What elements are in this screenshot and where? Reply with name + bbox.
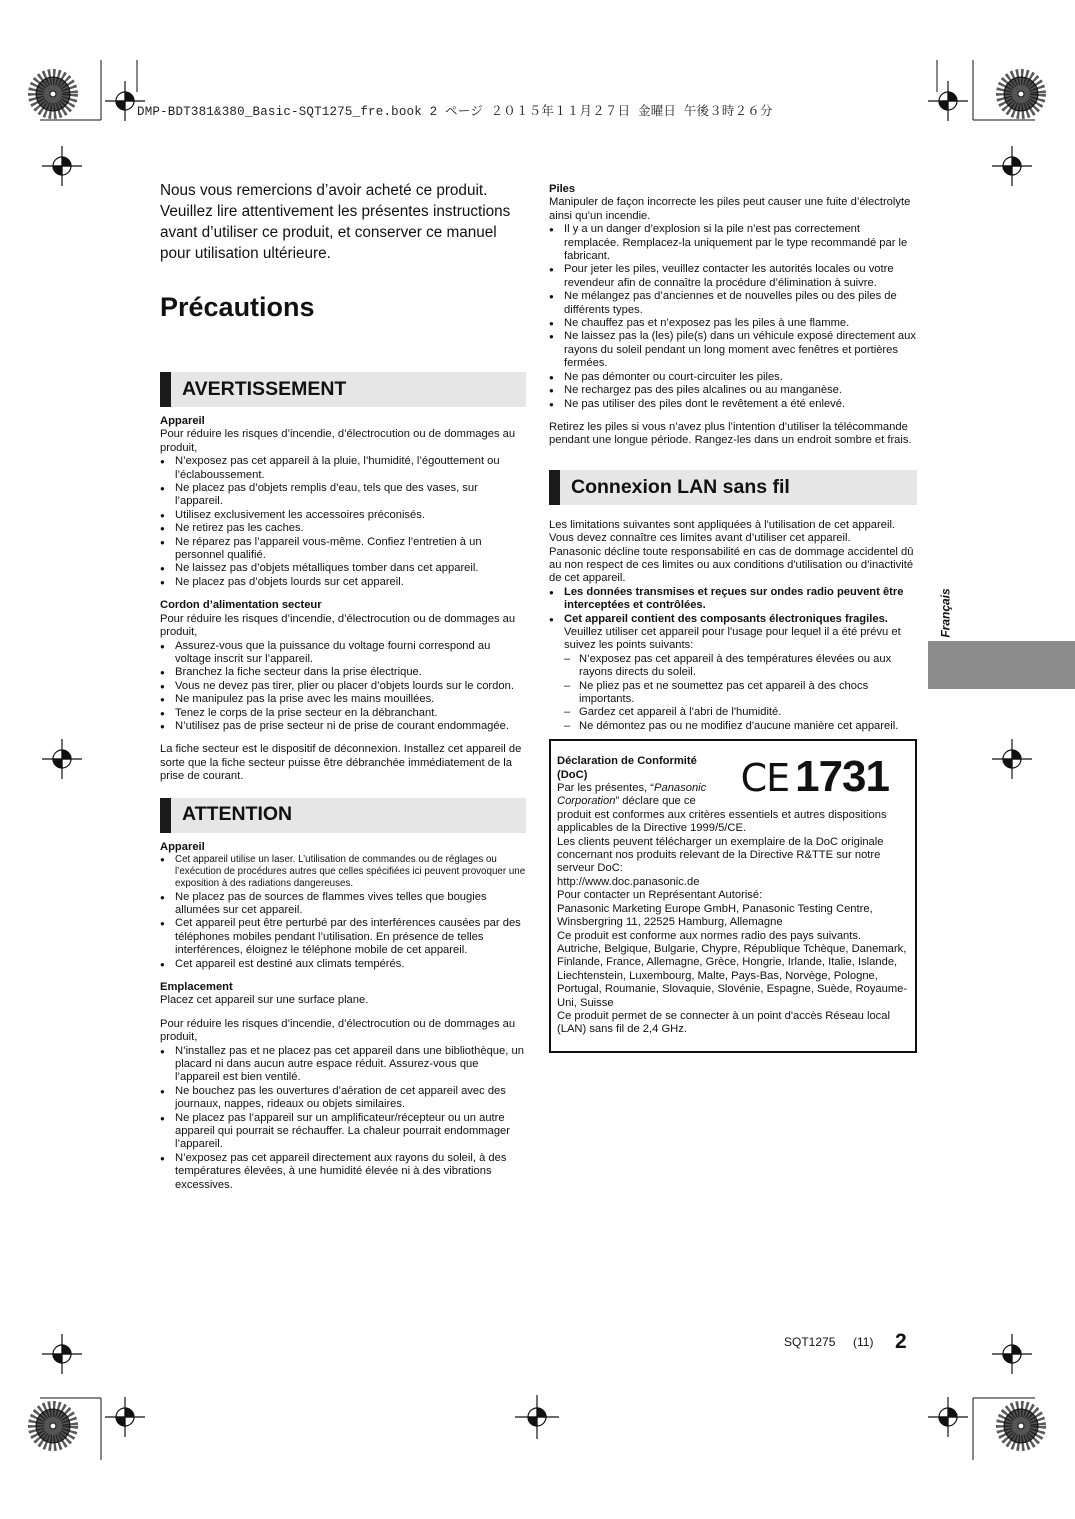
attention-heading: ATTENTION bbox=[182, 803, 293, 826]
ce-number: 1731 bbox=[795, 752, 889, 802]
list-item: ● Utilisez exclusivement les accessoires préconisés. bbox=[160, 509, 526, 522]
list-item: ● Ne placez pas d’objets remplis d’eau, tels que des vases, sur l’appareil. bbox=[160, 482, 526, 509]
cordon-subheading: Cordon d’alimentation secteur bbox=[160, 599, 322, 612]
attention-appareil-list bbox=[160, 891, 526, 971]
list-item: – Ne pliez pas et ne soumettez pas cet appareil à des chocs importants. bbox=[564, 680, 917, 707]
intro-text: Nous vous remercions d’avoir acheté ce produit. Veuillez lire attentivement les présentes instructions avant d’utiliser ce produit, et conserver ce manuel pour utilisation ultérieure. bbox=[160, 182, 511, 262]
list-item: ● N’exposez pas cet appareil directement aux rayons du soleil, à des températures élevées, à une humidité élevée ni à des vibrations excessives. bbox=[160, 1152, 526, 1192]
lan-dash-list bbox=[564, 653, 917, 733]
banner-bar bbox=[160, 798, 171, 833]
emplacement-lead: Placez cet appareil sur une surface plane. bbox=[160, 994, 369, 1007]
lan-lead: Les limitations suivantes sont appliquées à l'utilisation de cet appareil. Vous devez connaître ces limites avant d’utiliser cet appareil. bbox=[549, 518, 896, 545]
book-file-header: DMP-BDT381&380_Basic-SQT1275_fre.book 2 ページ ２０１５年１１月２７日 金曜日 午後３時２６分 bbox=[137, 105, 773, 119]
ce-mark bbox=[740, 752, 889, 802]
lan-sub-text: Veuillez utiliser cet appareil pour l'usage pour lequel il a été prévu et suivez les points suivants: bbox=[564, 625, 901, 652]
lan-bold-item: Les données transmises et reçues sur ondes radio peuvent être interceptées et contrôlées. bbox=[564, 585, 904, 612]
doc-intro-company: Panasonic Corporation bbox=[557, 782, 707, 808]
avertissement-heading: AVERTISSEMENT bbox=[182, 377, 347, 400]
doc-body: Autriche, Belgique, Bulgarie, Chypre, République Tchèque, Danemark, Finlande, France, Allemagne, Grèce, Hongrie, Irlande, Italie, Islande, Liechtenstein, Luxembourg, Malte, Pays-Bas, Norvège, Pologne, Portugal, Roumanie, Slovaquie, Slovénie, Espagne, Suède, Royaume-Uni, Suisse bbox=[557, 942, 908, 1009]
appareil-lead: Pour réduire les risques d’incendie, d’électrocution ou de dommages au produit, bbox=[160, 428, 516, 454]
emplacement-subheading: Emplacement bbox=[160, 981, 233, 994]
banner-bar bbox=[160, 372, 171, 407]
piles-list bbox=[549, 223, 917, 411]
doc-body: Pour contacter un Représentant Autorisé: bbox=[557, 889, 763, 902]
lan-bold-item: Cet appareil contient des composants électroniques fragiles. bbox=[564, 612, 888, 625]
banner-bar bbox=[549, 470, 560, 505]
list-item: ● Cet appareil utilise un laser. L’utilisation de commandes ou de réglages ou l’exécution de procédures autres que celles spécifiées ici peuvent provoquer une exposition à des radiations dangereuses. bbox=[160, 854, 526, 891]
doc-title: Déclaration de Conformité (DoC) bbox=[557, 755, 697, 781]
doc-body: Les clients peuvent télécharger un exemplaire de la DoC originale concernant nos produits relevant de la Directive R&TTE sur notre serveur DoC: bbox=[557, 835, 884, 875]
list-item: ● Ne pas démonter ou court-circuiter les piles. bbox=[549, 371, 917, 384]
attention-banner bbox=[160, 798, 526, 833]
lan-list bbox=[549, 586, 917, 653]
attention-appareil-subheading: Appareil bbox=[160, 840, 205, 853]
doc-url: http://www.doc.panasonic.de bbox=[557, 875, 700, 888]
list-item: ● Ne mélangez pas d’anciennes et de nouvelles piles ou des piles de différents types. bbox=[549, 290, 917, 317]
list-item: ● Cet appareil peut être perturbé par des interférences causées par des téléphones mobiles pendant l’utilisation. En présence de telles interférences, éloignez le téléphone mobile de cet appareil. bbox=[160, 917, 526, 957]
list-item: ● Cet appareil est destiné aux climats tempérés. bbox=[160, 958, 526, 971]
declaration-box bbox=[549, 739, 917, 1053]
list-item: ● Ne chauffez pas et n’exposez pas les piles à une flamme. bbox=[549, 317, 917, 330]
list-item: ● Pour jeter les piles, veuillez contacter les autorités locales ou votre revendeur afin de connaître la procédure d’élimination à suivre. bbox=[549, 263, 917, 290]
piles-subheading: Piles bbox=[549, 183, 576, 195]
laser-warning-list bbox=[160, 854, 526, 891]
cordon-note: La fiche secteur est le dispositif de déconnexion. Installez cet appareil de sorte que la fiche secteur puisse être débranchée immédiatement de la prise de courant. bbox=[160, 743, 522, 783]
right-column bbox=[549, 183, 917, 1053]
list-item: ● Branchez la fiche secteur dans la prise électrique. bbox=[160, 666, 526, 679]
list-item: ● N’utilisez pas de prise secteur ni de prise de courant endommagée. bbox=[160, 720, 526, 733]
emplacement-lead2: Pour réduire les risques d’incendie, d’électrocution ou de dommages au produit, bbox=[160, 1017, 516, 1044]
list-item: ● Ne placez pas l’appareil sur un amplificateur/récepteur ou un autre appareil qui pourrait se réchauffer. La chaleur pourrait endommager l’appareil. bbox=[160, 1112, 526, 1152]
lan-banner bbox=[549, 470, 917, 505]
doc-intro bbox=[557, 782, 737, 809]
list-item: ● N’exposez pas cet appareil à la pluie, l’humidité, l’égouttement ou l’éclaboussement. bbox=[160, 455, 526, 482]
lan-lead2: Panasonic décline toute responsabilité en cas de dommage accidentel dû au non respect de ces limites ou aux conditions d'utilisation ou d’inactivité de cet appareil. bbox=[549, 545, 914, 585]
list-item bbox=[549, 613, 917, 653]
list-item: ● Assurez-vous que la puissance du voltage fourni correspond au voltage inscrit sur l’appareil. bbox=[160, 640, 526, 667]
list-item: ● Il y a un danger d’explosion si la pile n’est pas correctement remplacée. Remplacez-la uniquement par le type recommandé par le fabricant. bbox=[549, 223, 917, 263]
cordon-lead: Pour réduire les risques d’incendie, d’électrocution ou de dommages au produit, bbox=[160, 612, 516, 639]
doc-body: Ce produit permet de se connecter à un point d'accès Réseau local (LAN) sans fil de 2,4 GHz. bbox=[557, 1009, 890, 1036]
avertissement-banner bbox=[160, 372, 526, 407]
appareil-subheading: Appareil bbox=[160, 415, 205, 427]
footer-page-ref: (11) bbox=[853, 1335, 874, 1349]
language-tab bbox=[928, 641, 1075, 689]
list-item: ● Ne placez pas d’objets lourds sur cet appareil. bbox=[160, 576, 526, 589]
list-item: ● Ne bouchez pas les ouvertures d’aération de cet appareil avec des journaux, nappes, rideaux ou objets similaires. bbox=[160, 1085, 526, 1112]
list-item: ● Ne rechargez pas des piles alcalines ou au manganèse. bbox=[549, 384, 917, 397]
list-item: ● Ne placez pas de sources de flammes vives telles que bougies allumées sur cet appareil. bbox=[160, 891, 526, 918]
cordon-list bbox=[160, 640, 526, 734]
list-item: ● Ne laissez pas la (les) pile(s) dans un véhicule exposé directement aux rayons du soleil pendant un long moment avec fenêtres et portières fermées. bbox=[549, 330, 917, 370]
doc-body: Ce produit est conforme aux normes radio des pays suivants. bbox=[557, 929, 862, 942]
doc-body: produit est conformes aux critères essentiels et autres dispositions applicables de la Directive 1999/5/CE. bbox=[557, 808, 887, 835]
emplacement-list bbox=[160, 1045, 526, 1192]
ce-symbol: CE bbox=[740, 756, 790, 801]
doc-intro-prefix: Par les présentes, “ bbox=[557, 782, 655, 795]
lan-heading: Connexion LAN sans fil bbox=[571, 475, 790, 498]
list-item: ● Tenez le corps de la prise secteur en la débranchant. bbox=[160, 707, 526, 720]
page-number: 2 bbox=[895, 1330, 907, 1353]
list-item: ● Ne réparez pas l’appareil vous-même. Confiez l’entretien à un personnel qualifié. bbox=[160, 536, 526, 563]
appareil-list bbox=[160, 455, 526, 589]
left-column bbox=[160, 180, 526, 1192]
list-item: ● Ne pas utiliser des piles dont le revêtement a été enlevé. bbox=[549, 398, 917, 411]
list-item: – N’exposez pas cet appareil à des températures élevées ou aux rayons directs du soleil. bbox=[564, 653, 917, 680]
list-item: ● Ne laissez pas d’objets métalliques tomber dans cet appareil. bbox=[160, 562, 526, 575]
list-item: ● Vous ne devez pas tirer, plier ou placer d’objets lourds sur le cordon. bbox=[160, 680, 526, 693]
piles-note: Retirez les piles si vous n’avez plus l’intention d’utiliser la télécommande pendant une longue période. Rangez-les dans un endroit sombre et frais. bbox=[549, 420, 912, 447]
piles-lead: Manipuler de façon incorrecte les piles peut causer une fuite d’électrolyte ainsi qu’un incendie. bbox=[549, 196, 911, 222]
list-item: – Ne démontez pas ou ne modifiez d'aucune manière cet appareil. bbox=[564, 720, 917, 733]
footer-code: SQT1275 bbox=[784, 1335, 836, 1349]
doc-intro-suffix: ” déclare que ce bbox=[615, 795, 696, 808]
list-item: – Gardez cet appareil à l’abri de l'humidité. bbox=[564, 706, 917, 719]
language-label: Français bbox=[938, 588, 953, 638]
page-title: Précautions bbox=[160, 292, 315, 322]
list-item: ● Ne manipulez pas la prise avec les mains mouillées. bbox=[160, 693, 526, 706]
doc-body: Panasonic Marketing Europe GmbH, Panasonic Testing Centre, Winsbergring 11, 22525 Hamburg, Allemagne bbox=[557, 902, 873, 929]
list-item: ● N’installez pas et ne placez pas cet appareil dans une bibliothèque, un placard ni dans aucun autre espace réduit. Assurez-vous que l’appareil est bien ventilé. bbox=[160, 1045, 526, 1085]
list-item: ● Ne retirez pas les caches. bbox=[160, 522, 526, 535]
list-item bbox=[549, 586, 917, 613]
